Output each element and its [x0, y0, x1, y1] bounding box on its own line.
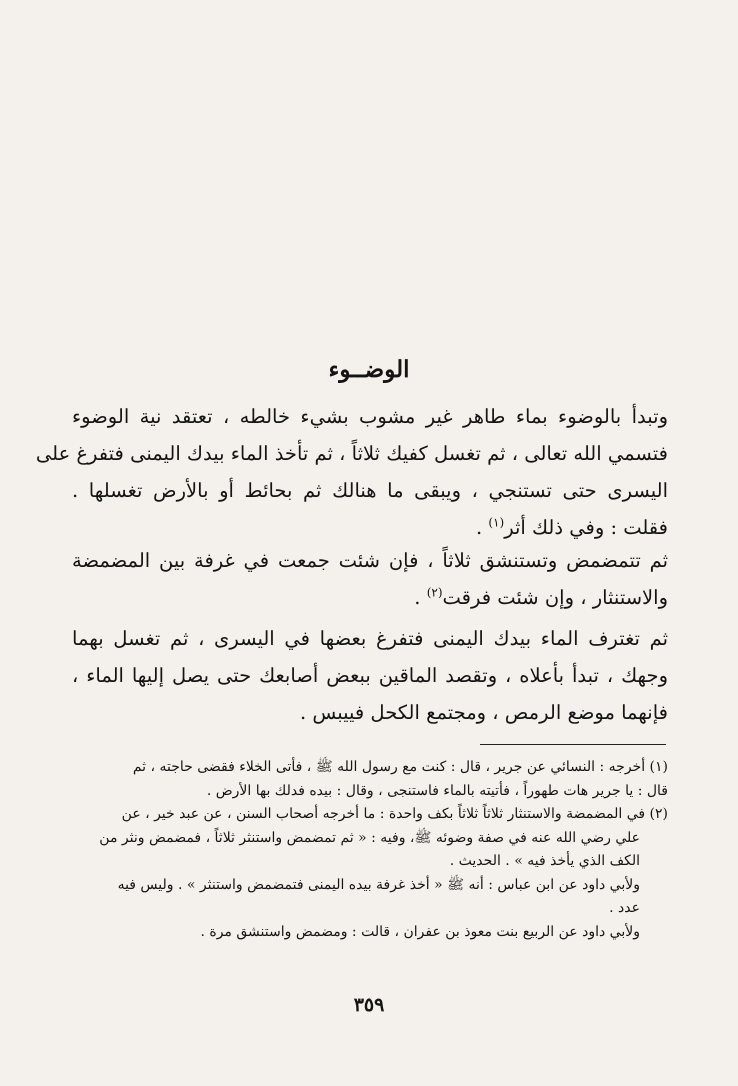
paragraph-3-line: وجهك ، تبدأ بأعلاه ، وتقصد الماقين ببعض أصابعك حتى يصل إليها الماء ، [72, 664, 668, 687]
footnote-separator [480, 744, 666, 745]
footnote-line: ولأبي داود عن الربيع بنت معوذ بن عفران ، قالت : ومضمض واستنشق مرة . [200, 923, 640, 940]
footnote-line: علي رضي الله عنه في صفة وضوئه ﷺ، وفيه : « ثم تمضمض واستنثر ثلاثاً ، فمضمض ونثر من [99, 829, 640, 846]
footnote-line: قال : يا جرير هات طهوراً ، فأتيته بالماء فاستنجى ، وقال : بيده فدلك بها الأرض . [206, 782, 668, 799]
page-number: ٣٥٩ [353, 994, 385, 1016]
paragraph-3-line: ثم تغترف الماء بيدك اليمنى فتفرغ بعضها في اليسرى ، ثم تغسل بهما [72, 627, 668, 650]
paragraph-2-line: والاستنثار ، وإن شئت فرقت [442, 586, 668, 609]
paragraph-3 [72, 620, 668, 731]
footnote-line: عدد . [609, 900, 640, 916]
paragraph-2 [72, 542, 668, 616]
footnote-line: (١) أخرجه : النسائي عن جرير ، قال : كنت مع رسول الله ﷺ ، فأتى الخلاء فقضى حاجته ، ثم [132, 759, 668, 775]
footnote-line: ولأبي داود عن ابن عباس : أنه ﷺ « أخذ غرفة بيده اليمنى فتمضمض واستنثر » . وليس فيه [117, 876, 640, 893]
footnote-line: (٢) في المضمضة والاستنثار ثلاثاً ثلاثاً بكف واحدة : ما أخرجه أصحاب السنن ، عن عبد خير ، عن [121, 806, 668, 822]
paragraph-1-last-line: فقلت : وفي ذلك أثر$^{(١)}$ . [475, 515, 668, 539]
footnote-ref-1: (١) [488, 515, 505, 530]
footnotes [72, 756, 668, 944]
paragraph-1-line: فتسمي الله تعالى ، ثم تغسل كفيك ثلاثاً ، ثم تأخذ الماء بيدك اليمنى فتفرغ على [35, 442, 668, 465]
footnote-ref-2: (٢) [426, 585, 443, 600]
paragraph-1 [35, 398, 668, 546]
paragraph-1-line: فقلت : وفي ذلك أثر [504, 516, 668, 539]
section-title: الوضــوء [328, 356, 410, 383]
paragraph-2-line: ثم تتمضمض وتستنشق ثلاثاً ، فإن شئت جمعت في غرفة بين المضمضة [72, 549, 668, 572]
footnote-line: الكف الذي يأخذ فيه » . الحديث . [449, 853, 640, 869]
paragraph-2-last-line: والاستنثار ، وإن شئت فرقت$^{(٢)}$ . [414, 585, 668, 609]
paragraph-1-line: وتبدأ بالوضوء بماء طاهر غير مشوب بشيء خالطه ، تعتقد نية الوضوء [72, 405, 668, 428]
paragraph-1-line: اليسرى حتى تستنجي ، ويبقى ما هنالك ثم بحائط أو بالأرض تغسلها . [72, 479, 668, 502]
paragraph-3-line: فإنهما موضع الرمص ، ومجتمع الكحل فييبس . [300, 701, 668, 724]
